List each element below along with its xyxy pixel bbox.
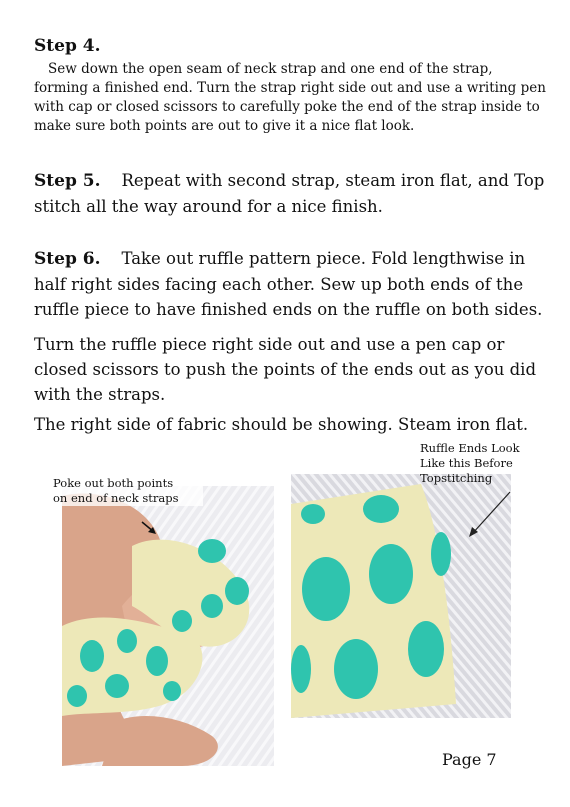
step-5-title: Step 5. — [34, 171, 101, 191]
right-side-paragraph: The right side of fabric should be showing. Steam iron flat. — [34, 415, 529, 434]
ruffle-ends-caption-line2: Like this Before — [420, 456, 513, 470]
neck-strap-caption — [53, 476, 203, 506]
neck-strap-arrow-icon — [140, 520, 160, 536]
neck-strap-caption-line2: on end of neck straps — [53, 491, 179, 505]
step-6-title: Step 6. — [34, 249, 101, 269]
photo-neck-strap — [53, 476, 274, 766]
step-4-section — [34, 36, 549, 136]
ruffle-ends-caption-line1: Ruffle Ends Look — [420, 441, 520, 455]
ruffle-turn-paragraph: Turn the ruffle piece right side out and use a pen cap or closed scissors to push the points of the ends out as you did with the straps. — [34, 335, 537, 404]
step-5-section — [34, 168, 549, 219]
page-number: Page 7 — [442, 750, 497, 769]
ruffle-ends-caption — [420, 441, 540, 486]
step-6-section — [34, 246, 549, 322]
neck-strap-caption-line1: Poke out both points — [53, 476, 174, 490]
step-4-title: Step 4. — [34, 36, 101, 56]
step-5-text: Repeat with second strap, steam iron flat, and Top stitch all the way around for a nice finish. — [34, 171, 545, 216]
step-6-text: Take out ruffle pattern piece. Fold lengthwise in half right sides facing each other. Sew up both ends of the ruffle piece to have finished ends on the ruffle on both sides. — [34, 249, 543, 319]
photo-neck-strap-illustration — [62, 486, 274, 766]
step-4-text: Sew down the open seam of neck strap and one end of the strap, forming a finished end. Turn the strap right side out and use a writing pen with cap or closed scissors to carefully poke the end of the strap inside to make sure both points are out to give it a nice flat look. — [34, 61, 546, 134]
ruffle-ends-caption-line3: Topstitching — [420, 471, 493, 485]
ruffle-ends-arrow-icon — [466, 490, 514, 540]
